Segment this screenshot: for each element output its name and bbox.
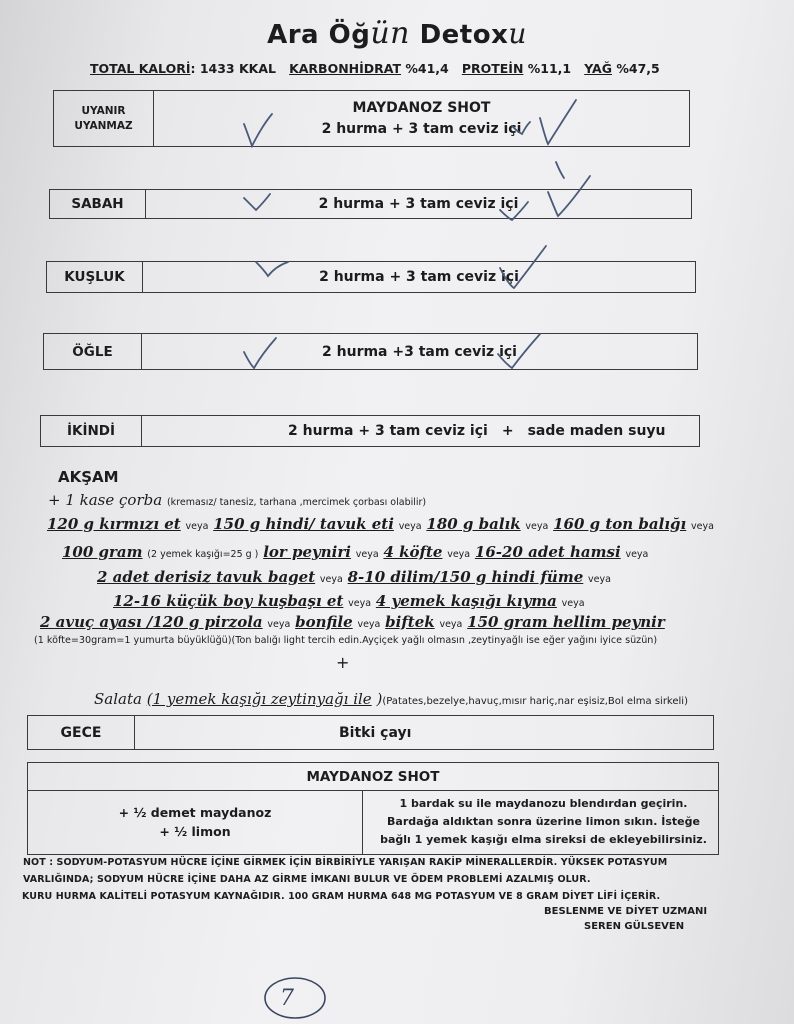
- veya-text: veya: [355, 549, 379, 560]
- page-number: 7: [280, 986, 294, 1011]
- veya-text: veya: [357, 619, 381, 630]
- maydanoz-shot-title: MAYDANOZ SHOT: [352, 99, 491, 116]
- protein-label: PROTEİN: [461, 61, 524, 76]
- dietitian-name: SEREN GÜLSEVEN: [584, 921, 685, 932]
- shot-table-title: MAYDANOZ SHOT: [28, 763, 718, 791]
- check-mark-stroke: [556, 162, 564, 178]
- meal-row-label: İKİNDİ: [41, 416, 142, 446]
- salata-label: Salata: [94, 690, 142, 708]
- meal-row-content: 2 hurma + 3 tam ceviz içi: [319, 269, 519, 285]
- check-icon: [498, 334, 540, 368]
- option-hellim: 150 gram hellim peynir: [467, 613, 665, 631]
- veya-text: veya: [439, 619, 463, 630]
- veya-text: veya: [267, 619, 291, 630]
- protein-options-line-1: [47, 515, 714, 533]
- meal-row-label: ÖĞLE: [44, 334, 142, 369]
- kalori-label: TOTAL KALORİ: [90, 61, 191, 76]
- kasik-note: (2 yemek kaşığı=25 g ): [147, 549, 259, 560]
- protein-options-line-4: [113, 592, 585, 610]
- ingredient-maydanoz: + ½ demet maydanoz: [118, 805, 272, 820]
- karb-value: %41,4: [405, 61, 449, 76]
- yag-label: YAĞ: [584, 61, 612, 76]
- veya-text: veya: [319, 574, 343, 585]
- veya-text: veya: [398, 521, 422, 532]
- protein-note: (1 köfte=30gram=1 yumurta büyüklüğü)(Ton balığı light tercih edin.Ayçiçek yağlı olmasın ,zeytinyağlı ise eğer yağını iyice süzün): [34, 635, 658, 646]
- salata-oil: (1 yemek kaşığı zeytinyağı ile: [146, 690, 372, 708]
- title-handwritten: ün: [370, 16, 411, 51]
- corba-text: + 1 kase çorba: [48, 491, 163, 509]
- check-icon: [548, 176, 590, 216]
- veya-text: veya: [588, 574, 611, 585]
- protein-options-line-5: [40, 613, 665, 631]
- check-icon: [500, 202, 528, 220]
- check-icon: [512, 122, 530, 134]
- corba-line: [48, 491, 426, 509]
- instruction-line: 1 bardak su ile maydanozu blendırdan geçirin.: [399, 797, 688, 810]
- salata-note: (Patates,bezelye,havuç,mısır hariç,nar eşisiz,Bol elma sirkeli): [382, 696, 688, 707]
- option-balik: 180 g balık: [426, 515, 521, 533]
- salata-close-paren: ): [376, 690, 383, 708]
- veya-text: veya: [625, 549, 649, 560]
- meal-row-content: [142, 416, 699, 446]
- maydanoz-shot-table: [27, 762, 719, 855]
- option-lor-peyniri: lor peyniri: [263, 543, 351, 561]
- plus-sign: +: [501, 423, 514, 439]
- option-pirzola: 2 avuç ayası /120 g pirzola: [40, 613, 263, 631]
- meal-row-content: 2 hurma +3 tam ceviz içi: [322, 343, 517, 360]
- protein-value: %11,1: [527, 61, 572, 76]
- option-ton-baligi: 160 g ton balığı: [553, 515, 687, 533]
- meal-row-label: SABAH: [50, 190, 146, 218]
- dietitian-title: BESLENME VE DİYET UZMANI: [544, 906, 708, 917]
- protein-options-line-2: [62, 543, 648, 561]
- footer-note-line: NOT : SODYUM-POTASYUM HÜCRE İÇİNE GİRMEK İÇİN BİRBİRİYLE YARIŞAN RAKİP MİNERALLERDİR. YÜKSEK POTASYUM: [23, 857, 668, 868]
- page-number-circle-icon: [262, 970, 332, 1020]
- check-icon: [540, 100, 576, 144]
- option-kusbasi: 12-16 küçük boy kuşbaşı et: [113, 592, 344, 610]
- karb-label: KARBONHİDRAT: [289, 61, 402, 76]
- label-uyanir: UYANIR: [81, 104, 126, 117]
- maden-suyu-text: sade maden suyu: [527, 423, 666, 439]
- check-icon: [256, 262, 288, 276]
- check-icon: [244, 338, 276, 368]
- option-bonfile: bonfile: [295, 613, 353, 631]
- meal-content-text: 2 hurma + 3 tam ceviz içi: [288, 423, 488, 439]
- salata-line: [94, 690, 688, 708]
- meal-row-label: GECE: [28, 716, 135, 749]
- veya-text: veya: [447, 549, 471, 560]
- title-suffix: Detox: [419, 20, 509, 50]
- instruction-line: bağlı 1 yemek kaşığı elma sireksi de ekleyebilirsiniz.: [380, 833, 707, 846]
- meal-row-gece: [27, 715, 714, 750]
- check-icon: [500, 246, 546, 288]
- option-kofte: 4 köfte: [383, 543, 443, 561]
- meal-content-text: 2 hurma + 3 tam ceviz içi: [321, 120, 522, 137]
- check-icon: [244, 194, 270, 210]
- yag-value: %47,5: [616, 61, 660, 76]
- shot-instructions: [363, 790, 718, 854]
- veya-text: veya: [561, 598, 585, 609]
- instruction-line: Bardağa aldıktan sonra üzerine limon sıkın. İsteğe: [387, 815, 700, 828]
- veya-text: veya: [185, 521, 209, 532]
- option-biftek: biftek: [385, 613, 435, 631]
- shot-ingredients: [28, 790, 363, 854]
- veya-text: veya: [348, 598, 372, 609]
- option-tavuk-baget: 2 adet derisiz tavuk baget: [97, 568, 316, 586]
- option-hindi-fume: 8-10 dilim/150 g hindi füme: [347, 568, 584, 586]
- veya-text: veya: [525, 521, 549, 532]
- meal-row-content: Bitki çayı: [339, 724, 412, 741]
- handwritten-checkmarks: [0, 0, 794, 420]
- aksam-title: AKŞAM: [58, 468, 119, 486]
- footer-note-line: VARLIĞINDA; SODYUM HÜCRE İÇİNE DAHA AZ GİRME İMKANI BULUR VE ÖDEM PROBLEMİ AZALMIŞ OLUR.: [23, 874, 591, 885]
- plus-sign: +: [336, 653, 350, 672]
- option-kiyma: 4 yemek kaşığı kıyma: [375, 592, 557, 610]
- label-uyanmaz: UYANMAZ: [74, 119, 133, 132]
- option-hindi-tavuk: 150 g hindi/ tavuk eti: [213, 515, 394, 533]
- title-prefix: Ara Öğ: [267, 20, 371, 50]
- protein-options-line-3: [97, 568, 611, 586]
- check-icon: [244, 114, 272, 146]
- option-hamsi: 16-20 adet hamsi: [474, 543, 621, 561]
- veya-text: veya: [691, 521, 714, 532]
- kalori-value: : 1433 KKAL: [190, 61, 276, 76]
- meal-row-label: KUŞLUK: [47, 262, 143, 292]
- corba-note: (kremasız/ tanesiz, tarhana ,mercimek çorbası olabilir): [166, 497, 427, 508]
- option-100-gram: 100 gram: [62, 543, 143, 561]
- ingredient-limon: + ½ limon: [159, 824, 231, 839]
- meal-row-content: 2 hurma + 3 tam ceviz içi: [318, 196, 519, 212]
- footer-note-line: KURU HURMA KALİTELİ POTASYUM KAYNAĞIDIR. 100 GRAM HURMA 648 MG POTASYUM VE 8 GRAM DİYET LİFİ İÇERİR.: [22, 891, 661, 902]
- option-kirmizi-et: 120 g kırmızı et: [47, 515, 181, 533]
- title-handwritten-end: u: [508, 17, 527, 50]
